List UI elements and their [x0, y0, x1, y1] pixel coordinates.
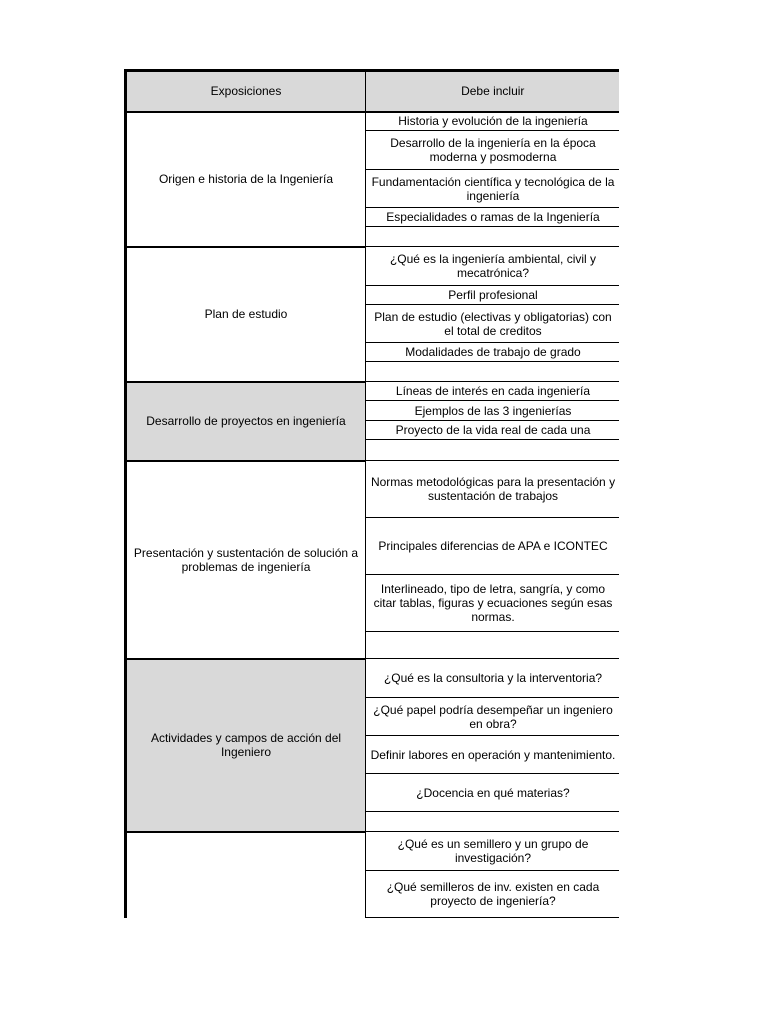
exposiciones-table-sheet: [124, 69, 619, 920]
section-title: Actividades y campos de acción del Ingeniero: [126, 659, 366, 832]
include-item: Principales diferencias de APA e ICONTEC: [366, 518, 620, 575]
include-item: Historia y evolución de la ingeniería: [366, 112, 620, 131]
include-item: ¿Docencia en qué materias?: [366, 774, 620, 812]
table-row: [126, 461, 620, 518]
include-item: [366, 362, 620, 382]
include-item: Definir labores en operación y mantenimiento.: [366, 736, 620, 774]
include-item: ¿Qué papel podría desempeñar un ingeniero en obra?: [366, 698, 620, 736]
section-title: Presentación y sustentación de solución a problemas de ingeniería: [126, 461, 366, 659]
include-item: ¿Qué es la ingeniería ambiental, civil y mecatrónica?: [366, 247, 620, 286]
header-exposiciones: Exposiciones: [126, 71, 366, 112]
include-item: Normas metodológicas para la presentación y sustentación de trabajos: [366, 461, 620, 518]
include-item: Especialidades o ramas de la Ingeniería: [366, 208, 620, 227]
table-row: [126, 112, 620, 131]
exposiciones-table: [124, 69, 619, 918]
table-row: [126, 382, 620, 401]
table-row: [126, 832, 620, 871]
section-title: Plan de estudio: [126, 247, 366, 382]
include-item: Fundamentación científica y tecnológica de la ingeniería: [366, 170, 620, 208]
include-item: ¿Qué es un semillero y un grupo de investigación?: [366, 832, 620, 871]
include-item: Proyecto de la vida real de cada una: [366, 421, 620, 440]
table-row: [126, 659, 620, 698]
include-item: Plan de estudio (electivas y obligatorias) con el total de creditos: [366, 305, 620, 343]
include-item: [366, 440, 620, 461]
include-item: [366, 227, 620, 247]
include-item: ¿Qué es la consultoria y la interventoria?: [366, 659, 620, 698]
include-item: [366, 632, 620, 659]
include-item: ¿Qué semilleros de inv. existen en cada proyecto de ingeniería?: [366, 871, 620, 918]
include-item: Interlineado, tipo de letra, sangría, y como citar tablas, figuras y ecuaciones según esas normas.: [366, 575, 620, 632]
table-body: [126, 112, 620, 918]
header-row: [126, 71, 620, 112]
header-debe-incluir: Debe incluir: [366, 71, 620, 112]
section-title: Origen e historia de la Ingeniería: [126, 112, 366, 247]
include-item: Modalidades de trabajo de grado: [366, 343, 620, 362]
table-row: [126, 247, 620, 286]
section-title: [126, 832, 366, 918]
include-item: Perfil profesional: [366, 286, 620, 305]
include-item: Desarrollo de la ingeniería en la época moderna y posmoderna: [366, 131, 620, 170]
include-item: Ejemplos de las 3 ingenierías: [366, 401, 620, 421]
include-item: Líneas de interés en cada ingeniería: [366, 382, 620, 401]
section-title: Desarrollo de proyectos en ingeniería: [126, 382, 366, 461]
include-item: [366, 812, 620, 832]
